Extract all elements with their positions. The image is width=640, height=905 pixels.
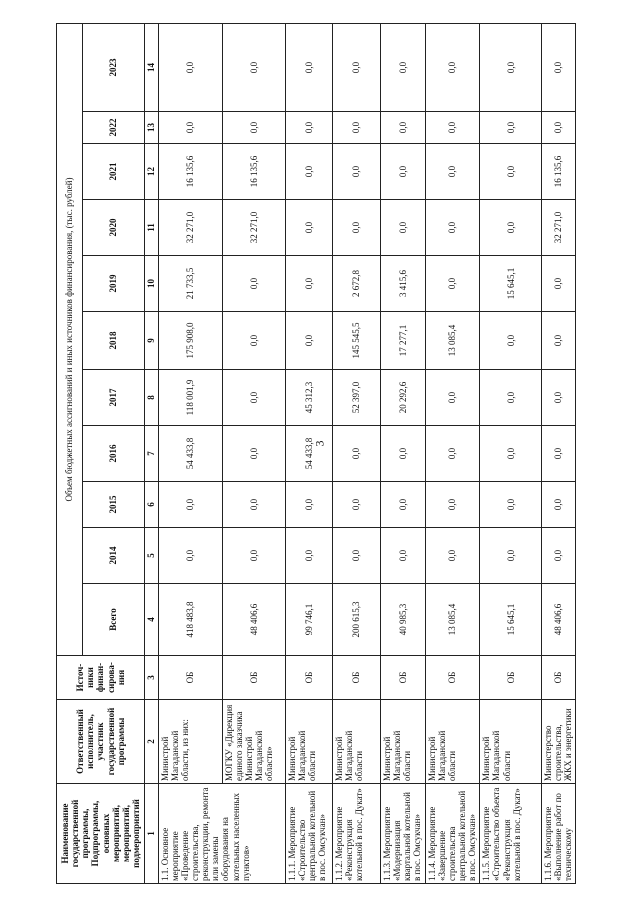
row-total: 13 085,4 bbox=[425, 584, 480, 656]
row-total: 48 406,6 bbox=[222, 584, 286, 656]
row-value: 0,0 bbox=[541, 528, 575, 584]
table-row bbox=[222, 23, 286, 883]
row-source: ОБ bbox=[425, 656, 480, 700]
row-value: 0,0 bbox=[380, 112, 425, 144]
row-value: 0,0 bbox=[425, 256, 480, 312]
index-cell: 4 bbox=[145, 584, 159, 656]
row-responsible: Министерство строительства, ЖКХ и энергетики bbox=[541, 700, 575, 784]
rotated-table-container bbox=[56, 24, 576, 884]
index-cell: 2 bbox=[145, 700, 159, 784]
row-value: 0,0 bbox=[333, 528, 380, 584]
row-value: 175 908,0 bbox=[159, 312, 223, 370]
row-responsible: МОГКУ «Дирекция единого заказчика Министрой Магаданской области» bbox=[222, 700, 286, 784]
header-year: 2018 bbox=[83, 312, 145, 370]
row-value: 0,0 bbox=[480, 370, 542, 426]
index-cell: 5 bbox=[145, 528, 159, 584]
row-value: 0,0 bbox=[480, 200, 542, 256]
row-value: 145 545,5 bbox=[333, 312, 380, 370]
row-value: 0,0 bbox=[541, 370, 575, 426]
page-number: 3 bbox=[312, 440, 327, 447]
row-value: 0,0 bbox=[380, 200, 425, 256]
row-value: 0,0 bbox=[425, 528, 480, 584]
row-value: 0,0 bbox=[380, 23, 425, 111]
row-value: 0,0 bbox=[380, 482, 425, 528]
row-name: 1.1.5. Мероприятие «Строительство объекта «Реконструкция котельной в пос. Дукат» bbox=[480, 784, 542, 884]
table-row bbox=[480, 23, 542, 883]
row-value: 0,0 bbox=[286, 23, 333, 111]
row-value: 0,0 bbox=[222, 112, 286, 144]
row-value: 0,0 bbox=[286, 482, 333, 528]
row-total: 418 483,8 bbox=[159, 584, 223, 656]
header-year: 2016 bbox=[83, 426, 145, 482]
header-year: 2019 bbox=[83, 256, 145, 312]
index-cell: 8 bbox=[145, 370, 159, 426]
row-responsible: Министрой Магаданской области bbox=[333, 700, 380, 784]
row-value: 0,0 bbox=[425, 23, 480, 111]
row-value: 0,0 bbox=[480, 112, 542, 144]
row-value: 3 415,6 bbox=[380, 256, 425, 312]
index-cell: 3 bbox=[145, 656, 159, 700]
row-value: 0,0 bbox=[222, 256, 286, 312]
table-row bbox=[286, 23, 333, 883]
index-cell: 1 bbox=[145, 784, 159, 884]
row-value: 0,0 bbox=[480, 144, 542, 200]
row-value: 32 271,0 bbox=[159, 200, 223, 256]
header-total: Всего bbox=[83, 584, 145, 656]
row-name: 1.1. Основное мероприятие «Проведение строительства, реконструкции, ремонта или замены оборудования на котельных населенных пунктов» bbox=[159, 784, 286, 884]
row-value: 0,0 bbox=[222, 426, 286, 482]
row-value: 54 433,8 bbox=[159, 426, 223, 482]
table-row bbox=[333, 23, 380, 883]
row-source: ОБ bbox=[380, 656, 425, 700]
row-value: 0,0 bbox=[222, 312, 286, 370]
row-value: 0,0 bbox=[541, 482, 575, 528]
row-value: 0,0 bbox=[541, 426, 575, 482]
header-year: 2022 bbox=[83, 112, 145, 144]
row-value: 118 001,9 bbox=[159, 370, 223, 426]
row-value: 0,0 bbox=[222, 370, 286, 426]
row-value: 13 085,4 bbox=[425, 312, 480, 370]
row-value: 0,0 bbox=[380, 144, 425, 200]
row-name: 1.1.4. Мероприятие «Завершение строительства центральной котельной в пос. Омсукчан» bbox=[425, 784, 480, 884]
row-source: ОБ bbox=[159, 656, 223, 700]
table-row bbox=[159, 23, 223, 883]
row-source: ОБ bbox=[541, 656, 575, 700]
row-total: 48 406,6 bbox=[541, 584, 575, 656]
table-row bbox=[380, 23, 425, 883]
row-source: ОБ bbox=[286, 656, 333, 700]
header-year: 2017 bbox=[83, 370, 145, 426]
index-cell: 7 bbox=[145, 426, 159, 482]
row-value: 0,0 bbox=[425, 482, 480, 528]
row-value: 0,0 bbox=[380, 528, 425, 584]
row-value: 0,0 bbox=[541, 112, 575, 144]
row-value: 16 135,6 bbox=[159, 144, 223, 200]
row-name: 1.1.2. Мероприятие «Реконструкция котельной в пос. Дукат» bbox=[333, 784, 380, 884]
row-source: ОБ bbox=[222, 656, 286, 700]
header-year: 2020 bbox=[83, 200, 145, 256]
row-value: 0,0 bbox=[222, 528, 286, 584]
index-cell: 12 bbox=[145, 144, 159, 200]
header-responsible: Ответственный исполнитель, участник государственной программы bbox=[57, 700, 145, 784]
row-value: 0,0 bbox=[333, 426, 380, 482]
row-value: 0,0 bbox=[333, 482, 380, 528]
row-value: 0,0 bbox=[333, 144, 380, 200]
row-value: 21 733,5 bbox=[159, 256, 223, 312]
row-total: 200 615,3 bbox=[333, 584, 380, 656]
header-year: 2015 bbox=[83, 482, 145, 528]
row-value: 0,0 bbox=[333, 200, 380, 256]
row-value: 0,0 bbox=[159, 528, 223, 584]
index-cell: 13 bbox=[145, 112, 159, 144]
row-total: 40 985,3 bbox=[380, 584, 425, 656]
row-value: 0,0 bbox=[541, 256, 575, 312]
row-value: 0,0 bbox=[541, 23, 575, 111]
row-total: 99 746,1 bbox=[286, 584, 333, 656]
row-value: 0,0 bbox=[222, 23, 286, 111]
row-responsible: Министрой Магаданской области bbox=[286, 700, 333, 784]
row-value: 0,0 bbox=[286, 312, 333, 370]
row-value: 0,0 bbox=[286, 200, 333, 256]
row-value: 45 312,3 bbox=[286, 370, 333, 426]
row-value: 0,0 bbox=[480, 528, 542, 584]
row-value: 0,0 bbox=[380, 426, 425, 482]
header-year: 2023 bbox=[83, 23, 145, 111]
row-name: 1.1.6. Мероприятие «Выполнение работ по техническому bbox=[541, 784, 575, 884]
row-value: 52 397,0 bbox=[333, 370, 380, 426]
header-name: Наименование государственной программы, Подпрограммы, основных мероприятий, мероприятий, подмероприятий bbox=[57, 784, 145, 884]
index-cell: 9 bbox=[145, 312, 159, 370]
row-responsible: Министрой Магаданской области bbox=[480, 700, 542, 784]
row-value: 0,0 bbox=[480, 312, 542, 370]
header-year: 2014 bbox=[83, 528, 145, 584]
row-value: 0,0 bbox=[425, 426, 480, 482]
row-value: 0,0 bbox=[333, 23, 380, 111]
row-value: 32 271,0 bbox=[222, 200, 286, 256]
row-value: 2 672,8 bbox=[333, 256, 380, 312]
row-value: 0,0 bbox=[425, 200, 480, 256]
row-value: 0,0 bbox=[541, 312, 575, 370]
row-value: 0,0 bbox=[480, 23, 542, 111]
row-value: 0,0 bbox=[159, 23, 223, 111]
row-value: 0,0 bbox=[333, 112, 380, 144]
financing-table bbox=[56, 23, 576, 884]
row-value: 17 277,1 bbox=[380, 312, 425, 370]
table-row bbox=[541, 23, 575, 883]
row-responsible: Министрой Магаданской области bbox=[425, 700, 480, 784]
index-cell: 14 bbox=[145, 23, 159, 111]
row-responsible: Министрой Магаданской области, из них: bbox=[159, 700, 223, 784]
row-value: 0,0 bbox=[286, 256, 333, 312]
row-value: 0,0 bbox=[286, 144, 333, 200]
row-value: 16 135,6 bbox=[541, 144, 575, 200]
row-value: 0,0 bbox=[286, 528, 333, 584]
row-value: 0,0 bbox=[480, 482, 542, 528]
index-cell: 10 bbox=[145, 256, 159, 312]
row-value: 0,0 bbox=[425, 370, 480, 426]
row-value: 16 135,6 bbox=[222, 144, 286, 200]
row-responsible: Министрой Магаданской области bbox=[380, 700, 425, 784]
row-value: 0,0 bbox=[425, 144, 480, 200]
header-year: 2021 bbox=[83, 144, 145, 200]
row-value: 0,0 bbox=[425, 112, 480, 144]
header-volume: Объем бюджетных ассигнований и иных источников финансирования, (тыс. рублей) bbox=[57, 23, 83, 655]
row-value: 0,0 bbox=[222, 482, 286, 528]
header-source: Источ-ники финан-сирова-ния bbox=[57, 656, 145, 700]
row-name: 1.1.1. Мероприятие «Строительство центральной котельной в пос. Омсукчан» bbox=[286, 784, 333, 884]
table-row bbox=[425, 23, 480, 883]
row-value: 15 645,1 bbox=[480, 256, 542, 312]
row-source: ОБ bbox=[333, 656, 380, 700]
row-value: 0,0 bbox=[159, 112, 223, 144]
row-name: 1.1.3. Мероприятие «Модернизация квартальной котельной в пос. Омсукчан» bbox=[380, 784, 425, 884]
index-cell: 11 bbox=[145, 200, 159, 256]
row-value: 0,0 bbox=[480, 426, 542, 482]
row-value: 54 433,8 bbox=[286, 426, 333, 482]
row-value: 0,0 bbox=[159, 482, 223, 528]
row-total: 15 645,1 bbox=[480, 584, 542, 656]
row-value: 20 292,6 bbox=[380, 370, 425, 426]
row-source: ОБ bbox=[480, 656, 542, 700]
row-value: 0,0 bbox=[286, 112, 333, 144]
index-cell: 6 bbox=[145, 482, 159, 528]
row-value: 32 271,0 bbox=[541, 200, 575, 256]
